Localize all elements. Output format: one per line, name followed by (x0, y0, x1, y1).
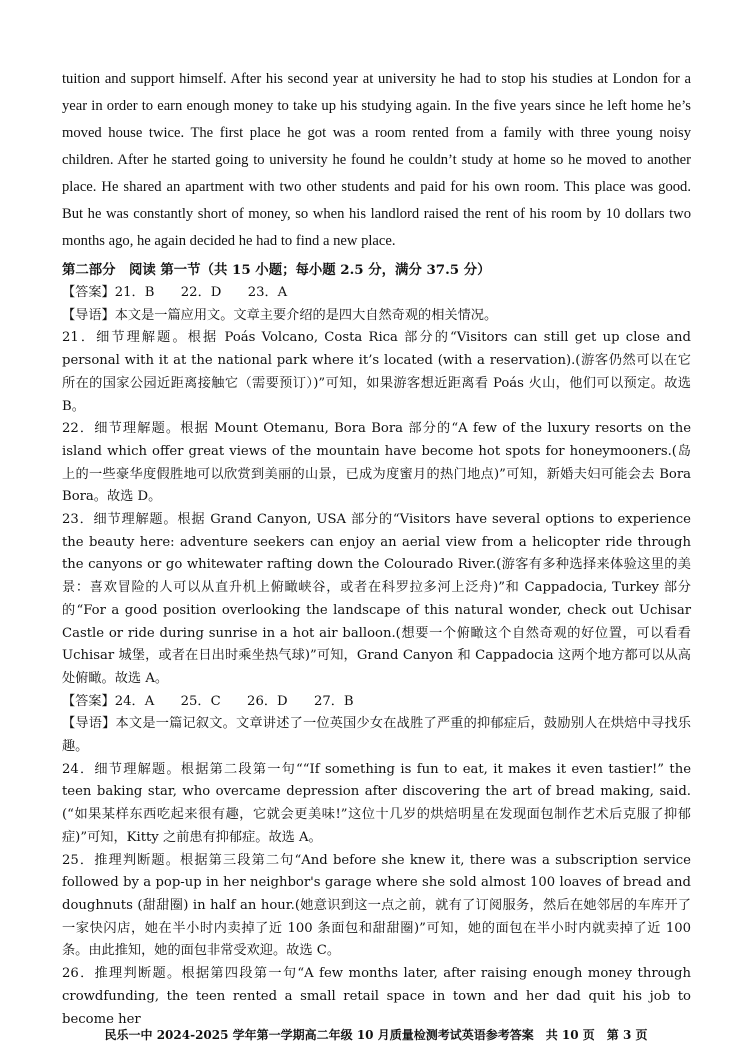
answer-block-24-27 (62, 691, 691, 1032)
section-heading: 第二部分 阅读 第一节（共 15 小题；每小题 2.5 分，满分 37.5 分） (62, 262, 491, 278)
question-21-explanation: 21．细节理解题。根据 Poás Volcano, Costa Rica 部分的“Visitors can still get up close and personal with it at the national park where it’s located (with a reservation).(游客仍然可以在它所在的国家公园近距离接触它（需要预订）)”可知，如果游客想近距离看 Poás 火山，他们可以预定。故选 B。 (62, 330, 691, 414)
answers-line: 【答案】21．B 22．D 23．A (62, 285, 288, 300)
question-26-explanation: 26．推理判断题。根据第四段第一句“A few months later, after raising enough money through crowdfunding, the teen rented a small retail space in town and her dad quit his job to become her (62, 966, 691, 1027)
reading-passage-continuation: tuition and support himself. After his second year at university he had to stop his studies at London for a year in order to earn enough money to take up his studying again. In the five years since he left home he’s moved house twice. The first place he got was a room rented from a family with three young noisy children. After he started going to university he found he couldn’t study at home so he moved to another place. He shared an apartment with two other students and paid for his own room. This place was good. But he was constantly short of money, so when his landlord raised the rent of his room by 10 dollars two months ago, he again decided he had to find a new place. (62, 71, 691, 249)
guide-line: 【导语】本文是一篇记叙文。文章讲述了一位英国少女在战胜了严重的抑郁症后，鼓励别人在烘焙中寻找乐趣。 (62, 716, 691, 755)
question-23-explanation: 23．细节理解题。根据 Grand Canyon, USA 部分的“Visitors have several options to experience the beauty here: adventure seekers can enjoy an aerial view from a helicopter ride through the canyons or go whitewater rafting down the Colourado River.(游客有多种选择来体验这里的美景：喜欢冒险的人可以从直升机上俯瞰峡谷，或者在科罗拉多河上泛舟)”和 Cappadocia, Turkey 部分的“For a good position overlooking the landscape of this natural wonder, check out Uchisar Castle or ride during sunrise in a hot air balloon.(想要一个俯瞰这个自然奇观的好位置，可以看看 Uchisar 城堡，或者在日出时乘坐热气球)”可知，Grand Canyon 和 Cappadocia 这两个地方都可以从高处俯瞰。故选 A。 (62, 512, 691, 686)
question-22-explanation: 22．细节理解题。根据 Mount Otemanu, Bora Bora 部分的“A few of the luxury resorts on the island which offer great views of the mountain have become hot spots for honeymooners.(岛上的一些豪华度假胜地可以欣赏到美丽的山景，已成为度蜜月的热门地点)”可知，新婚夫妇可能会去 Bora Bora。故选 D。 (62, 421, 691, 505)
guide-line: 【导语】本文是一篇应用文。文章主要介绍的是四大自然奇观的相关情况。 (62, 307, 498, 323)
answer-document (62, 0, 691, 1031)
page-footer: 民乐一中 2024-2025 学年第一学期高二年级 10 月质量检测考试英语参考答案 共 10 页 第 3 页 (104, 1028, 648, 1042)
question-25-explanation: 25．推理判断题。根据第三段第二句“And before she knew it, there was a subscription service followed by a pop-up in her neighbor's garage where she sold almost 100 loaves of bread and doughnuts (甜甜圈) in half an hour.(她意识到这一点之前，就有了订阅服务，然后在她邻居的车库开了一家快闪店，她在半小时内卖掉了近 100 条面包和甜甜圈)”可知，她的面包在半小时内就卖掉了近 100 条。由此推知，她的面包非常受欢迎。故选 C。 (62, 852, 691, 959)
question-24-explanation: 24．细节理解题。根据第二段第一句““If something is fun to eat, it makes it even tastier!” the teen baking star, who overcame depression after discovering the art of bread making, said.(“如果某样东西吃起来很有趣，它就会更美味!”这位十几岁的烘焙明星在发现面包制作艺术后克服了抑郁症)”可知，Kitty 之前患有抑郁症。故选 A。 (62, 761, 691, 845)
answers-line: 【答案】24．A 25．C 26．D 27．B (62, 693, 354, 709)
answer-block-21-23 (62, 282, 691, 691)
